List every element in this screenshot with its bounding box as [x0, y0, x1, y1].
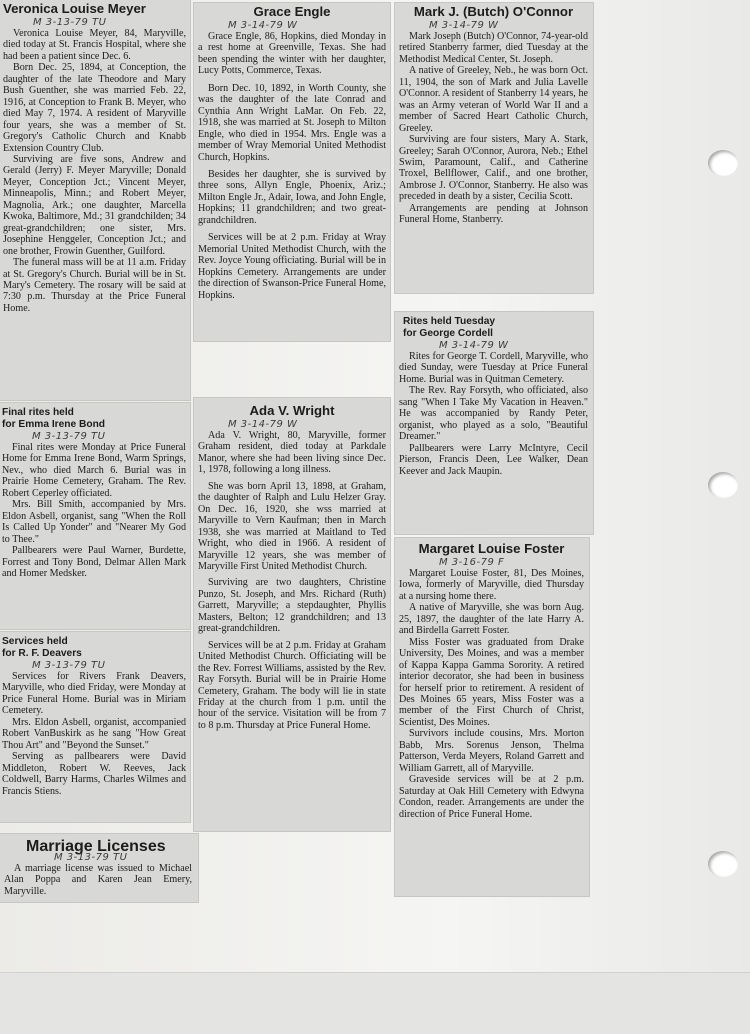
article-body: [2, 442, 186, 579]
paragraph: Besides her daughter, she is survived by three sons, Allyn Engle, Phoenix, Ariz.; Milton Engle Jr., Adair, Iowa, and John Engle, Hopkins; 11 grandchildren; and two great-grandchildren.: [198, 168, 386, 226]
punch-hole-top: [708, 150, 738, 176]
paragraph: Pallbearers were Larry McIntyre, Cecil Pierson, Francis Deen, Lee Walker, Dean Keever and Jack Maupin.: [399, 442, 588, 477]
column-title: Marriage Licenses: [26, 838, 166, 855]
paragraph: Born Dec. 25, 1894, at Conception, the daughter of the late Theodore and Mary Bush Guenther, she was married Feb. 22, 1916, at Conception to Frank B. Meyer, who died May 7, 1974. A resident of Maryville four years, she was a member of St. Gregory's Catholic Church and Knabb Extension Country Club.: [3, 62, 186, 154]
handwritten-date-note: M 3-13-79 TU: [32, 431, 106, 442]
clipping-grace-engle: [194, 3, 390, 341]
clipping-mark-oconnor: [395, 3, 593, 293]
handwritten-date-note: M 3-13-79 TU: [33, 17, 107, 28]
handwritten-date-note: M 3-13-79 TU: [54, 852, 128, 863]
paragraph: A marriage license was issued to Michael Alan Poppa and Karen Jean Emery, Maryville.: [4, 863, 192, 897]
paragraph: Miss Foster was graduated from Drake University, Des Moines, and was a member of Kappa Kappa Gamma Sorority. A retired interior decorator, she had been in business for herself prior to retirement. A resident of Des Moines 65 years, Miss Foster was a member of the First Church of Christ, Scientist, Des Moines.: [399, 636, 584, 728]
obituary-title: Grace Engle: [253, 4, 331, 19]
handwritten-date-note: M 3-14-79 W: [429, 20, 499, 31]
paragraph: Services will be at 2 p.m. Friday at Wray Memorial United Methodist Church, with the Rev. Joyce Young officiating. Burial will be in Hopkins Cemetery. Arrangements are under the direction of Swanson-Price Funeral Home, Hopkins.: [198, 232, 386, 301]
obituary-title: Ada V. Wright: [249, 403, 335, 418]
article-headline: for George Cordell: [403, 328, 494, 339]
article-headline: for R. F. Deavers: [2, 648, 82, 659]
article-body: [2, 671, 186, 797]
paragraph: Surviving are four sisters, Mary A. Stark, Greeley; Sarah O'Connor, Aurora, Neb.; Ethel Swim, Paramount, Calif., and Catherine Troxel, Bellflower, Calif., and one brother, Ambrose J. O'Connor, Stanberry. He also was preceded in death by a sister, Cecilia Scott.: [399, 134, 588, 203]
handwritten-date-note: M 3-14-79 W: [228, 419, 298, 430]
paragraph: Surviving are five sons, Andrew and Gerald (Jerry) F. Meyer Maryville; Donald Meyer, Conception Jct.; Vincent Meyer, Minneapolis, Minn.; and Robert Meyer, Magnolia, Ark.; one daughter, Marcella Kwoka, Baltimore, Md.; 31 grandchilden; 34 great-grandchildren; one sister, Mrs. Josephine Henggeler, Conception Jct.; and one brother, Frowin Guenther, Guilford.: [3, 153, 186, 257]
paragraph: She was born April 13, 1898, at Graham, the daughter of Ralph and Lulu Helzer Gray. On Dec. 16, 1920, she wss married at Maryville to Vern Kaufman; then in March 1938, she was married at Maitland to Ted Wright, who died in 1966. A resident of Maryville 12 years, she was member of Maryville First United Methodist Church.: [198, 480, 386, 572]
paragraph: Services for Rivers Frank Deavers, Maryville, who died Friday, were Monday at Price Funeral Home. Burial was in Miriam Cemetery.: [2, 671, 186, 717]
obituary-title: Margaret Louise Foster: [418, 541, 565, 556]
clipping-emma-bond: [0, 403, 190, 629]
obituary-body: [198, 430, 386, 731]
paragraph: Services will be at 2 p.m. Friday at Graham United Methodist Church. Officiating will be the Rev. Forrest Williams, assisted by the Rev. Ray Forsyth. Burial will be in Prairie Home Cemetery, Graham. The body will lie in state Friday at the church from 1 p.m. until the hour of the service. Visitation will be from 7 to 8 p.m. Thursday at Price Funeral Home.: [198, 639, 386, 731]
paragraph: Graveside services will be at 2 p.m. Saturday at Oak Hill Cemetery with Edwyna Condon, reader. Arrangements are under the direction of Price Funeral Home.: [399, 774, 584, 820]
punch-hole-bottom: [708, 851, 738, 877]
clipping-deavers: [0, 632, 190, 822]
paragraph: The Rev. Ray Forsyth, who officiated, also sang "When I Take My Vacation in Heaven." He was accompanied by Randy Peter, organist, who played as a solo, "Beautiful Dreamer.": [399, 385, 588, 443]
paragraph: Final rites were Monday at Price Funeral Home for Emma Irene Bond, Warm Springs, Nev., who died March 6. Burial was in Prairie Home Cemetery, Graham. The Rev. Robert Ceperley officiated.: [2, 442, 186, 499]
handwritten-date-note: M 3-13-79 TU: [32, 660, 106, 671]
paragraph: A native of Greeley, Neb., he was born Oct. 11, 1904, the son of Mark and Julia Lavelle O'Connor. A resident of Stanberry 14 years, he was an Army veteran of World War II and a member of Sacred Heart Catholic Church, Greeley.: [399, 65, 588, 134]
paragraph: Pallbearers were Paul Warner, Burdette, Forrest and Tony Bond, Delmar Allen Mark and Homer Medsker.: [2, 545, 186, 579]
article-headline: Final rites held: [2, 407, 74, 418]
article-headline: Rites held Tuesday: [403, 316, 496, 327]
handwritten-date-note: M 3-16-79 F: [439, 557, 505, 568]
paragraph: The funeral mass will be at 11 a.m. Friday at St. Gregory's Church. Burial will be in St. Mary's Cemetery. The rosary will be said at 7:30 p.m. Thursday at the Price Funeral Home.: [3, 257, 186, 314]
obituary-body: [399, 31, 588, 226]
handwritten-date-note: M 3-14-79 W: [439, 340, 509, 351]
handwritten-date-note: M 3-14-79 W: [228, 20, 298, 31]
paragraph: Veronica Louise Meyer, 84, Maryville, died today at St. Francis Hospital, where she had been a patient since Dec. 6.: [3, 28, 186, 62]
paragraph: Rites for George T. Cordell, Maryville, who died Sunday, were Tuesday at Price Funeral Home. Burial was in Quitman Cemetery.: [399, 351, 588, 385]
article-body: [399, 351, 588, 477]
obituary-title: Veronica Louise Meyer: [3, 1, 146, 16]
article-headline: Services held: [2, 636, 68, 647]
paragraph: Grace Engle, 86, Hopkins, died Monday in a rest home at Greenville, Texas. She had been spending the winter with her daughter, Lucy Potts, Commerce, Texas.: [198, 31, 386, 77]
clipping-margaret-foster: [395, 538, 589, 896]
paragraph: Margaret Louise Foster, 81, Des Moines, Iowa, formerly of Maryville, died Thursday at a nursing home there.: [399, 568, 584, 602]
article-body: [4, 863, 192, 897]
paragraph: Mark Joseph (Butch) O'Connor, 74-year-old retired Stanberry farmer, died Tuesday at the Methodist Medical Center, St. Joseph.: [399, 31, 588, 65]
article-headline: for Emma Irene Bond: [2, 419, 106, 430]
paragraph: Born Dec. 10, 1892, in Worth County, she was the daughter of the late Conrad and Cynthia Ann Wright LaMar. On Feb. 22, 1918, she was married at St. Joseph to Milton Engle, who died in 1954. Mrs. Engle was a member of Wray Memorial United Methodist Church, Hopkins.: [198, 82, 386, 163]
clipping-veronica-meyer: [0, 0, 190, 400]
clipping-george-cordell: [395, 312, 593, 534]
paragraph: Mrs. Eldon Asbell, organist, accompanied Robert VanBuskirk as he sang "How Great Thou Art" and "Beyond the Sunset.": [2, 716, 186, 751]
page-bottom-edge: [0, 972, 750, 1034]
paragraph: Ada V. Wright, 80, Maryville, former Graham resident, died today at Parkdale Manor, where she had been living since Dec. 1, 1978, following a long illness.: [198, 430, 386, 476]
punch-hole-middle: [708, 472, 738, 498]
clipping-ada-wright: [194, 398, 390, 831]
clipping-marriage-licenses: [0, 834, 198, 902]
obituary-body: [399, 568, 584, 820]
paragraph: Surviving are two daughters, Christine Punzo, St. Joseph, and Mrs. Richard (Ruth) Garrett, Maryville; a stepdaughter, Phyllis Masters, Belton; 12 grandchildren; and 13 great-grandchildren.: [198, 577, 386, 635]
paragraph: Arrangements are pending at Johnson Funeral Home, Stanberry.: [399, 202, 588, 226]
obituary-body: [3, 28, 186, 314]
paragraph: Mrs. Bill Smith, accompanied by Mrs. Eldon Asbell, organist, sang "When the Roll Is Called Up Yonder" and "Nearer My God to Thee.": [2, 499, 186, 545]
paragraph: A native of Maryville, she was born Aug. 25, 1897, the daughter of the late Harry A. and Birdella Garrett Foster.: [399, 602, 584, 637]
obituary-title: Mark J. (Butch) O'Connor: [413, 4, 574, 19]
obituary-body: [198, 31, 386, 301]
paragraph: Serving as pallbearers were David Middleton, Robert W. Reeves, Jack Coldwell, Barry Harms, Charles Wilmes and Francis Stiens.: [2, 751, 186, 797]
paragraph: Survivors include cousins, Mrs. Morton Babb, Mrs. Sorenus Jenson, Thelma Patterson, Verda Meyers, Roland Garrett and William Garrett, all of Maryville.: [399, 728, 584, 774]
